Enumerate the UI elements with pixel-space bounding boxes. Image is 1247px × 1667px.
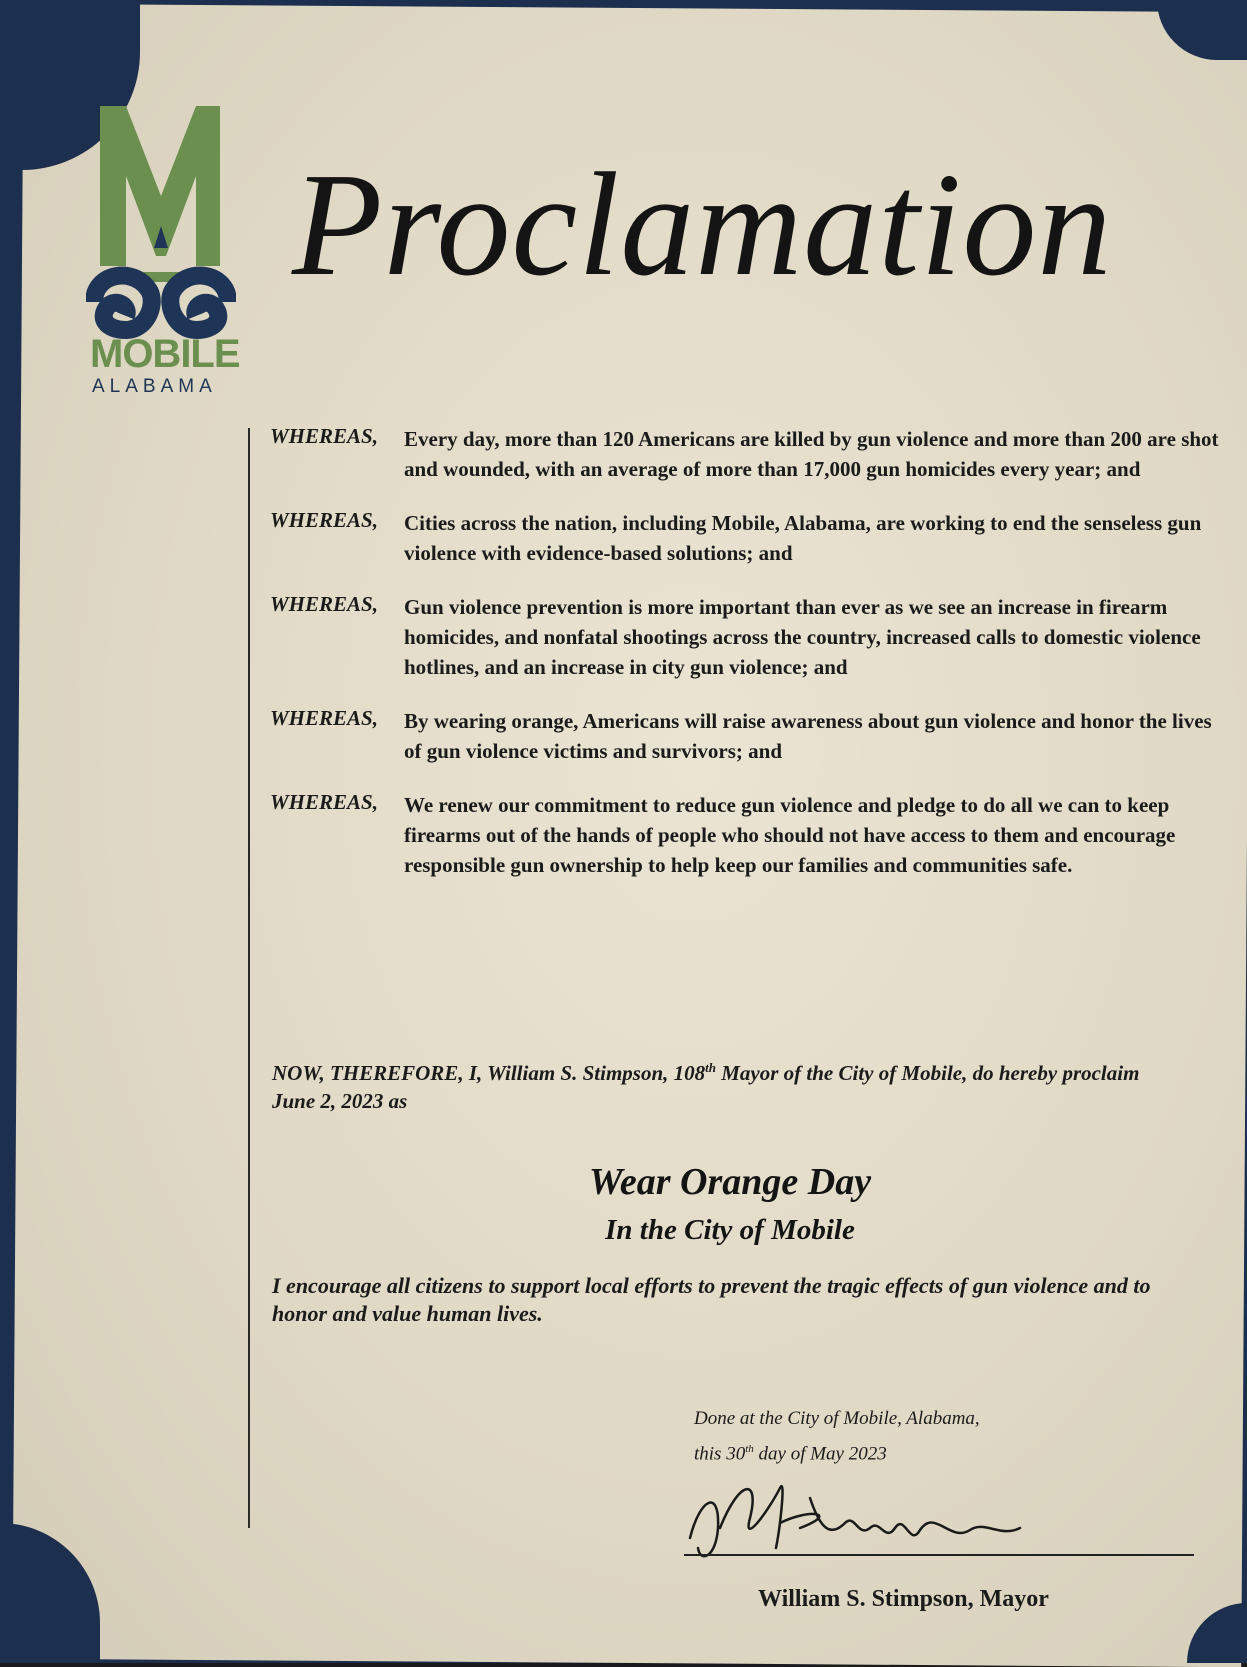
city-logo (86, 106, 240, 397)
clause-text: Every day, more than 120 Americans are killed by gun violence and more than 200 are shot and wounded, with an average of more than 17,000 gun homicides every year; and (404, 427, 1219, 481)
signature-line (684, 1554, 1194, 1556)
ordinal-suffix: th (705, 1060, 716, 1075)
logo-state: ALABAMA (92, 376, 217, 397)
encouragement-text: I encourage all citizens to support local efforts to prevent the tragic effects of gun violence and to honor and value human lives. (272, 1273, 1151, 1326)
statement-part-2: Mayor of the City of Mobile, do hereby proclaim June 2, 2023 as (272, 1061, 1140, 1113)
attestation-line-1: Done at the City of Mobile, Alabama, (694, 1408, 980, 1429)
whereas-label: WHEREAS, (270, 592, 378, 616)
page-title: Proclamation (292, 143, 1113, 307)
proclamation-statement (272, 1054, 1152, 1115)
clause-text: By wearing orange, Americans will raise awareness about gun violence and honor the lives of gun violence victims and survivors; and (404, 709, 1212, 763)
whereas-clause (270, 424, 1220, 484)
whereas-clauses (270, 424, 1220, 904)
dated-attestation (694, 1404, 1114, 1469)
mobile-m-logo-icon (86, 106, 236, 366)
margin-rule (248, 428, 250, 1528)
whereas-clause (270, 706, 1220, 766)
logo-wordmark: MOBILE (90, 332, 240, 376)
whereas-clause (270, 592, 1220, 682)
whereas-label: WHEREAS, (270, 424, 378, 448)
whereas-label: WHEREAS, (270, 790, 378, 814)
handwritten-signature (680, 1468, 1040, 1578)
clause-text: Cities across the nation, including Mobile, Alabama, are working to end the senseless gun violence with evidence-based solutions; and (404, 511, 1202, 565)
proclaimed-day-subheading: In the City of Mobile (605, 1214, 855, 1246)
clause-text: We renew our commitment to reduce gun violence and pledge to do all we can to keep firearms out of the hands of people who should not have access to them and encourage responsible gun ownership to help keep our families and communities safe. (404, 793, 1176, 877)
whereas-label: WHEREAS, (270, 508, 378, 532)
signer-name: William S. Stimpson, Mayor (758, 1586, 1049, 1612)
clause-text: Gun violence prevention is more important than ever as we see an increase in firearm homicides, and nonfatal shootings across the country, increased calls to domestic violence hotlines, and an increase in city gun violence; and (404, 595, 1201, 679)
whereas-label: WHEREAS, (270, 706, 378, 730)
whereas-clause (270, 508, 1220, 568)
attestation-day: this 30 (694, 1443, 746, 1465)
whereas-clause (270, 790, 1220, 880)
proclaimed-day-heading: Wear Orange Day (588, 1161, 872, 1203)
statement-part-1: NOW, THEREFORE, I, William S. Stimpson, 108 (272, 1061, 706, 1085)
attestation-line-2 (694, 1434, 1114, 1469)
ordinal-suffix: th (745, 1443, 754, 1455)
attestation-month-year: day of May 2023 (753, 1443, 887, 1465)
